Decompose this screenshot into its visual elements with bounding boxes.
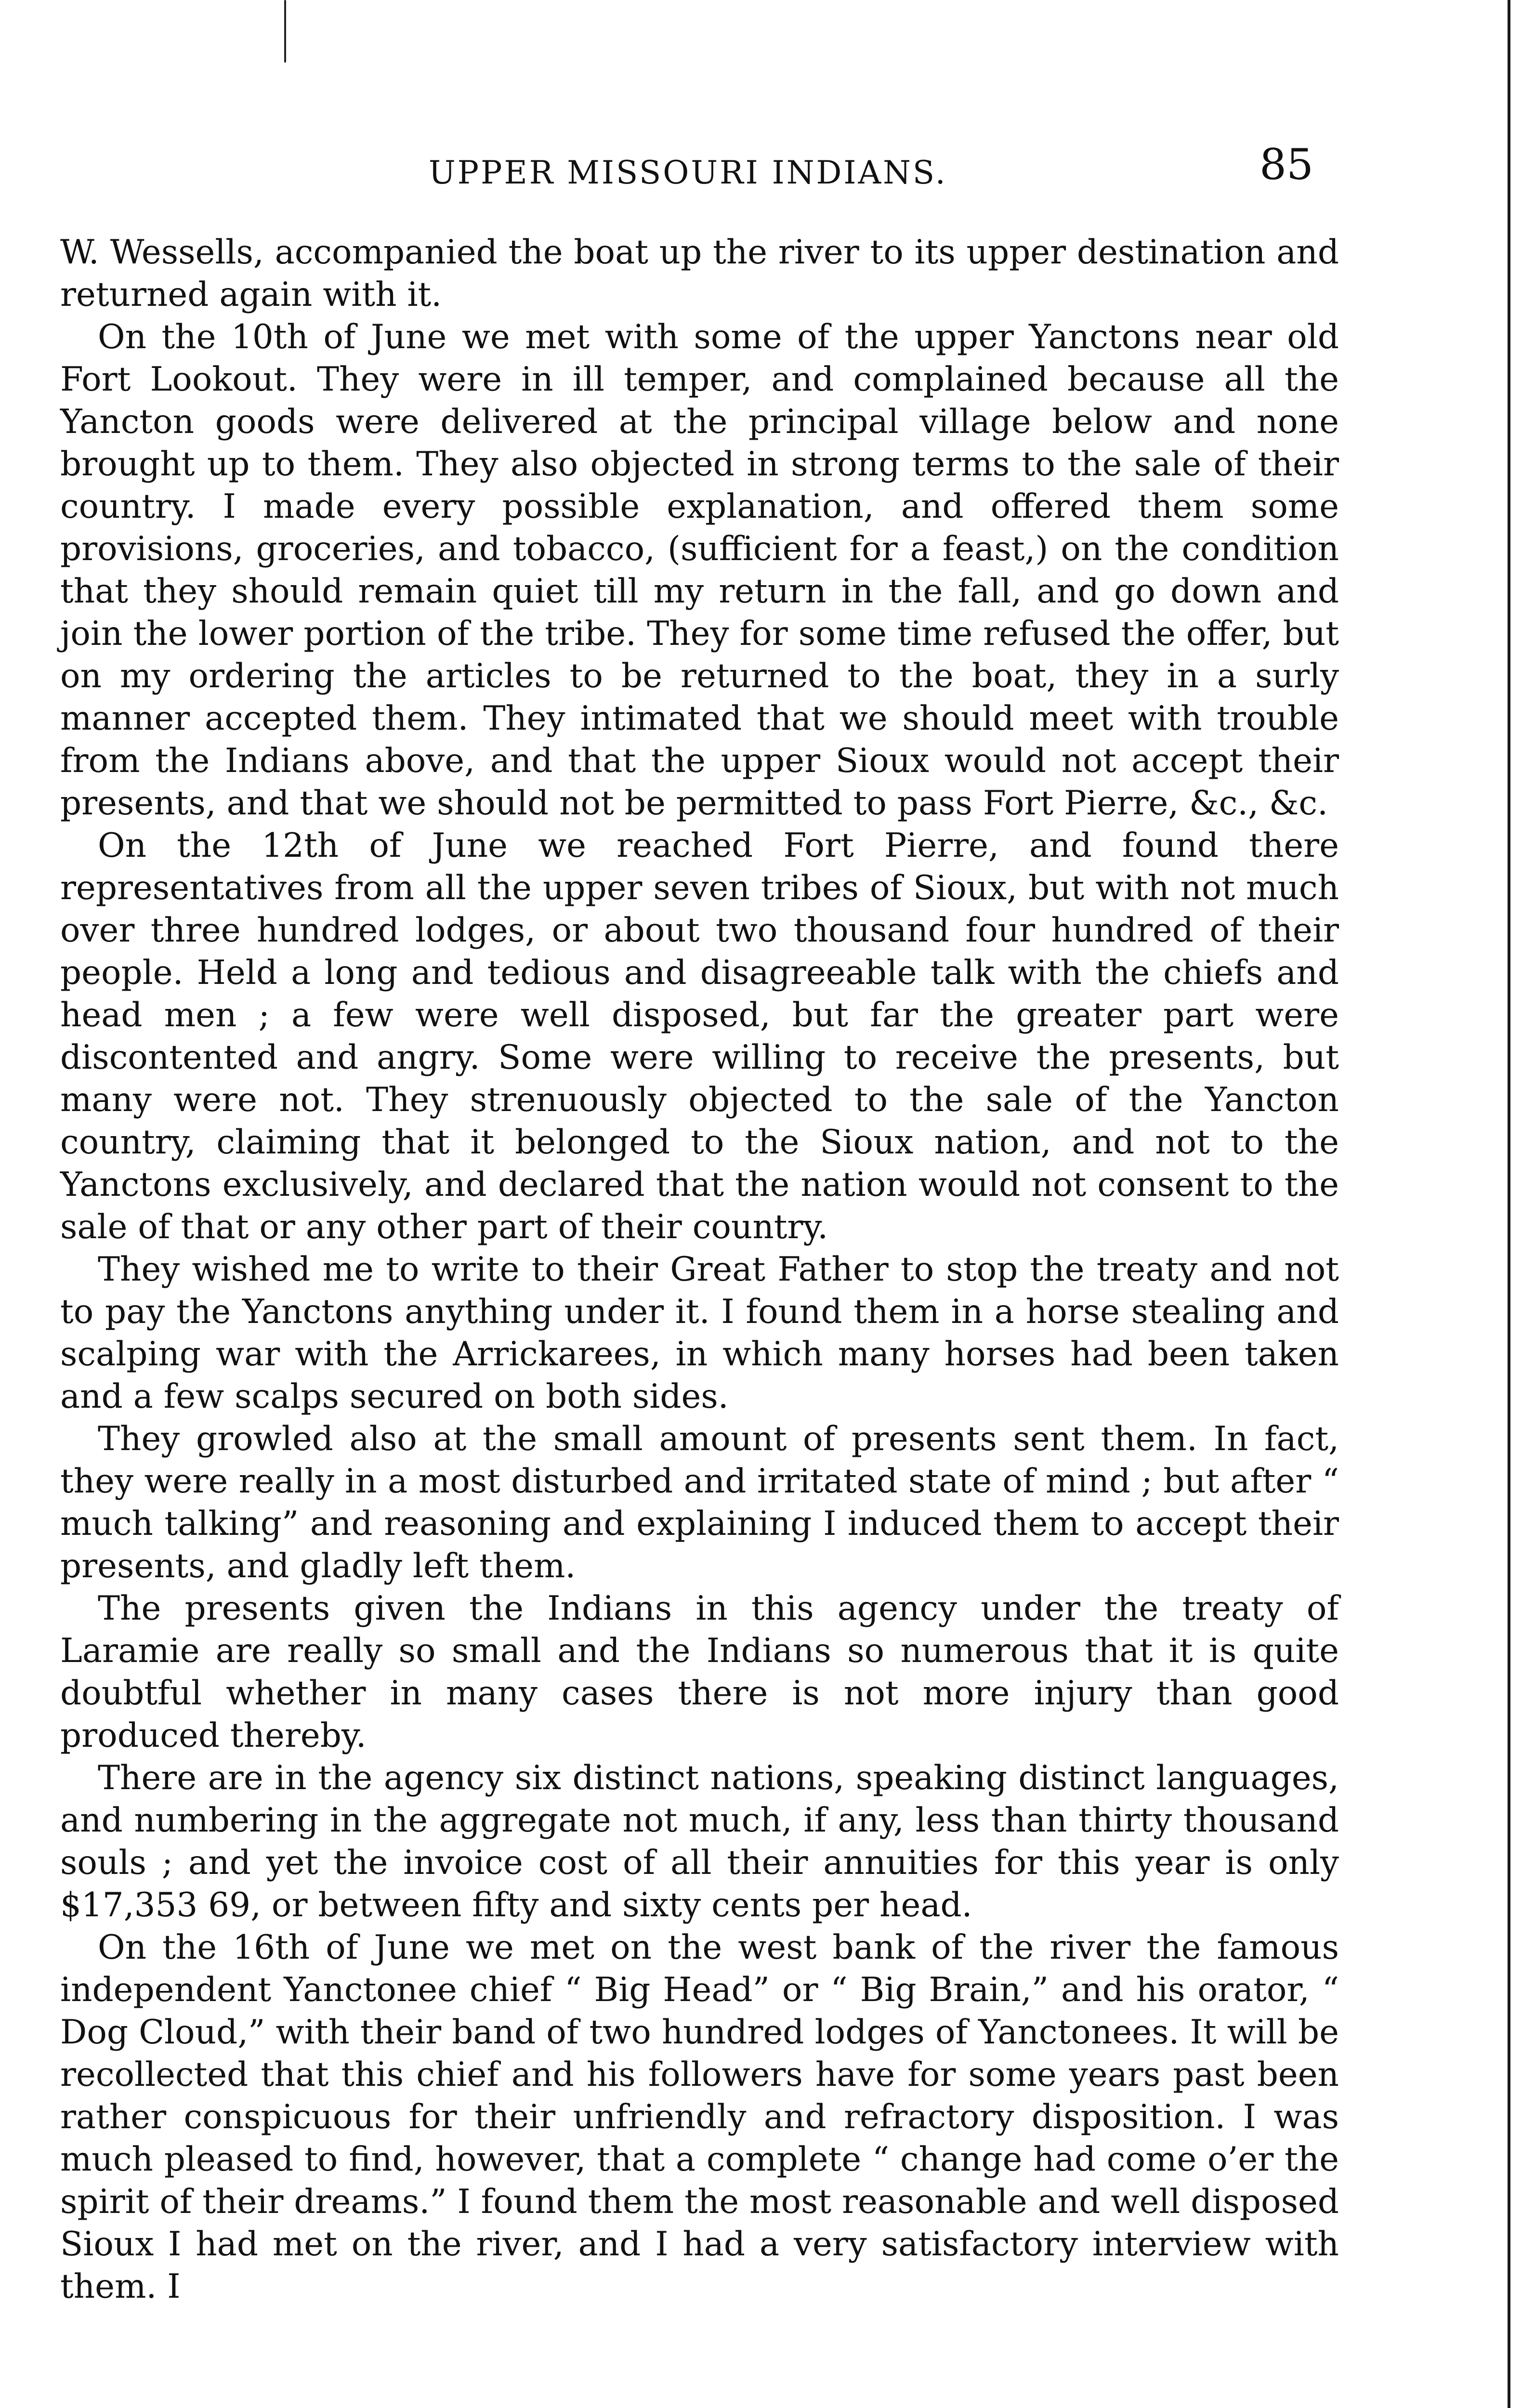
running-title: UPPER MISSOURI INDIANS.	[429, 154, 947, 191]
page-number: 85	[1259, 140, 1313, 189]
page-header	[0, 130, 1535, 207]
paragraph-4: They wished me to write to their Great Father to stop the treaty and not to pay the Yanctons anything under it. I found them in a horse stealing and scalping war with the Arrickarees, in which many horses had been taken and a few scalps secured on both sides.	[60, 1250, 1339, 1416]
paragraph-7: There are in the agency six distinct nations, speaking distinct languages, and numbering in the aggregate not much, if any, less than thirty thousand souls ; and yet the invoice cost of all their annuities for this year is only $17,353 69, or between fifty and sixty cents per head.	[60, 1759, 1339, 1924]
paragraph-3: On the 12th of June we reached Fort Pierre, and found there representatives from all the upper seven tribes of Sioux, but with not much over three hundred lodges, or about two thousand four hundred of their people. Held a long and tedious and disagreeable talk with the chiefs and head men ; a few were well disposed, but far the greater part were discontented and angry. Some were willing to receive the presents, but many were not. They strenuously objected to the sale of the Yancton country, claiming that it belonged to the Sioux nation, and not to the Yanctons exclusively, and declared that the nation would not consent to the sale of that or any other part of their country.	[60, 826, 1339, 1246]
scan-scratch-mark	[284, 0, 286, 63]
body-text	[60, 231, 1339, 2308]
page-edge-right	[1508, 0, 1510, 2408]
paragraph-1: W. Wessells, accompanied the boat up the river to its upper destination and returned again with it.	[60, 233, 1339, 314]
paragraph-8: On the 16th of June we met on the west bank of the river the famous independent Yanctonee chief “ Big Head” or “ Big Brain,” and his orator, “ Dog Cloud,” with their band of two hundred lodges of Yanctonees. It will be recollected that this chief and his followers have for some years past been rather conspicuous for their unfriendly and refractory disposition. I was much pleased to find, however, that a complete “ change had come o’er the spirit of their dreams.” I found them the most reasonable and well disposed Sioux I had met on the river, and I had a very satisfactory interview with them. I	[60, 1928, 1339, 2306]
paragraph-5: They growled also at the small amount of presents sent them. In fact, they were really in a most disturbed and irritated state of mind ; but after “ much talking” and reasoning and explaining I induced them to accept their presents, and gladly left them.	[60, 1420, 1339, 1585]
paragraph-6: The presents given the Indians in this agency under the treaty of Laramie are really so small and the Indians so numerous that it is quite doubtful whether in many cases there is not more injury than good produced thereby.	[60, 1589, 1339, 1755]
paragraph-2: On the 10th of June we met with some of the upper Yanctons near old Fort Lookout. They were in ill temper, and complained because all the Yancton goods were delivered at the principal village below and none brought up to them. They also objected in strong terms to the sale of their country. I made every possible explanation, and offered them some provisions, groceries, and tobacco, (sufficient for a feast,) on the condition that they should remain quiet till my return in the fall, and go down and join the lower portion of the tribe. They for some time refused the offer, but on my ordering the articles to be returned to the boat, they in a surly manner accepted them. They intimated that we should meet with trouble from the Indians above, and that the upper Sioux would not accept their presents, and that we should not be permitted to pass Fort Pierre, &c., &c.	[60, 318, 1339, 823]
